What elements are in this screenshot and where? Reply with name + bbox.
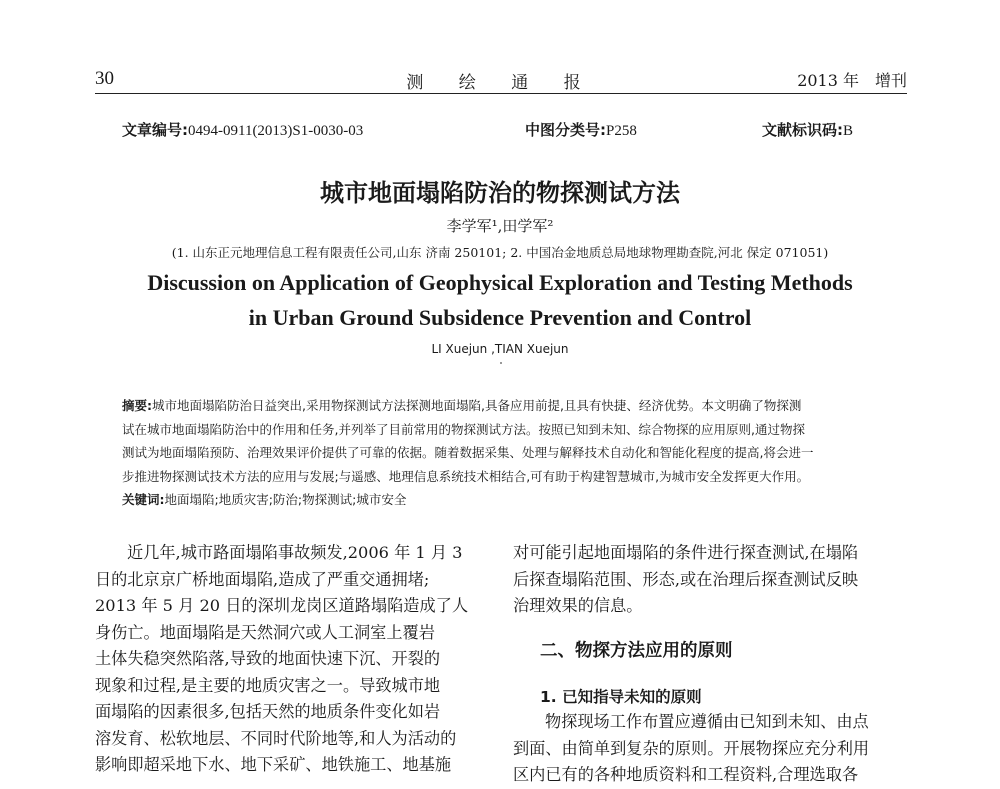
subsection-heading-1: 1. 已知指导未知的原则 [540,688,702,706]
running-header [95,68,907,92]
body-line: 土体失稳突然陷落,导致的地面快速下沉、开裂的 [95,649,441,668]
keywords-text: 地面塌陷;地质灾害;防治;物探测试;城市安全 [164,492,407,507]
abstract-line: 试在城市地面塌陷防治中的作用和任务,并列举了目前常用的物探测试方法。按照已知到未知、综合物探的应用原则,通过物探 [122,421,805,437]
keywords-label: 关键词: [122,492,165,507]
body-line: 到面、由简单到复杂的原则。开展物探应充分利用 [513,738,870,758]
authors-english: LI Xuejun ,TIAN Xuejun [431,342,569,356]
clc-value: P258 [606,123,637,139]
body-line: 溶发育、松软地层、不同时代阶地等,和人为活动的 [95,728,457,748]
clc-number [525,119,637,140]
authors-chinese: 李学军¹,田学军² [446,217,554,235]
abstract-text: 城市地面塌陷防治日益突出,采用物探测试方法探测地面塌陷,具备应用前提,且具有快捷、经济优势。本文明确了物探测 [152,398,802,413]
article-number-label: 文章编号: [122,121,188,139]
body-line: 身伤亡。地面塌陷是天然洞穴或人工洞室上覆岩 [95,622,435,642]
body-line: 物探现场工作布置应遵循由已知到未知、由点 [545,712,869,731]
header-rule [95,93,907,94]
body-line: 日的北京京广桥地面塌陷,造成了严重交通拥堵; [95,569,430,589]
abstract-line: 步推进物探测试技术方法的应用与发展;与遥感、地理信息系统技术相结合,可有助于构建智慧城市,为城市安全发挥更大作用。 [122,468,810,484]
title-chinese: 城市地面塌陷防治的物探测试方法 [320,178,680,207]
title-english-line-2: in Urban Ground Subsidence Prevention and Control [248,305,752,330]
body-line: 现象和过程,是主要的地质灾害之一。导致城市地 [95,675,441,695]
body-column-right [513,540,913,620]
body-line: 影响即超采地下水、地下采矿、地铁施工、地基施 [95,755,452,774]
article-number [122,119,363,140]
document-code-value: B [843,123,854,139]
clc-label: 中图分类号: [525,121,606,139]
journal-name: 测 绘 通 报 [406,73,596,93]
body-column-left [95,540,495,779]
body-line: 面塌陷的因素很多,包括天然的地质条件变化如岩 [95,702,441,721]
abstract-label: 摘要: [122,398,152,413]
body-line: 对可能引起地面塌陷的条件进行探查测试,在塌陷 [513,543,859,562]
document-code [762,119,853,140]
body-line: 治理效果的信息。 [513,596,643,615]
abstract [122,394,882,512]
page-number: 30 [95,68,114,89]
body-line: 2013 年 5 月 20 日的深圳龙岗区道路塌陷造成了人 [95,596,469,615]
abstract-line [122,394,882,418]
body-line: 区内已有的各种地质资料和工程资料,合理选取各 [513,765,859,784]
body-line: 后探查塌陷范围、形态,或在治理后探查测试反映 [513,569,859,589]
document-code-label: 文献标识码: [762,121,843,139]
separator-dot [500,362,502,364]
title-english-line-1: Discussion on Application of Geophysical Exploration and Testing Methods [147,270,853,295]
affiliations: (1. 山东正元地理信息工程有限责任公司,山东 济南 250101; 2. 中国冶金地质总局地球物理勘查院,河北 保定 071051) [171,245,829,260]
body-line: 近几年,城市路面塌陷事故频发,2006 年 1 月 3 [127,543,463,562]
section-heading-2: 二、物探方法应用的原则 [540,641,733,661]
abstract-line: 测试为地面塌陷预防、治理效果评价提供了可靠的依据。随着数据采集、处理与解释技术自动化和智能化程度的提高,将会进一 [122,445,814,460]
article-number-value: 0494-0911(2013)S1-0030-03 [188,123,364,139]
issue-label: 2013 年 增刊 [797,71,907,90]
keywords-line [122,488,882,512]
body-column-right-lower [513,709,913,789]
